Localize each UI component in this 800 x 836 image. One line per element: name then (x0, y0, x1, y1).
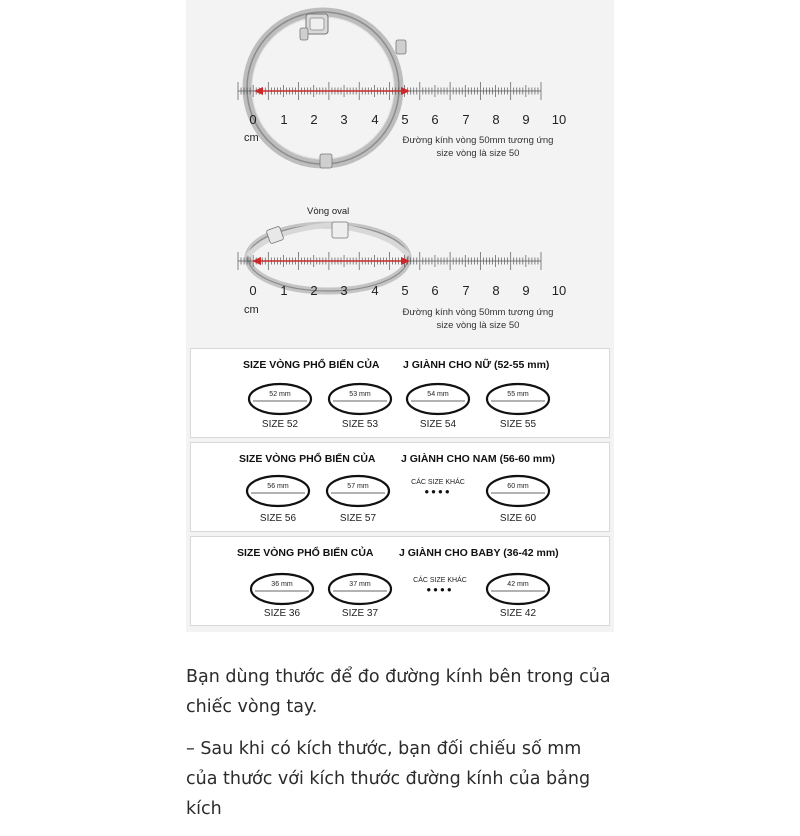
ring-diameter: 55 mm (507, 391, 529, 398)
paragraph: – Sau khi có kích thước, bạn đối chiếu số mm của thước với kích thước đường kính của bảng kích (186, 739, 591, 819)
ruler-tick-label: 5 (401, 112, 409, 127)
ruler-tick-label: 9 (522, 283, 530, 298)
ruler-tick-label: 6 (431, 112, 439, 127)
size-panel-men (190, 442, 610, 532)
ruler-tick-label: 0 (249, 112, 257, 127)
size-panel-baby (190, 536, 610, 626)
ring-diameter: 56 mm (267, 483, 289, 490)
article-text (186, 662, 616, 836)
ruler-unit: cm (244, 304, 259, 316)
ring-size-label: SIZE 54 (419, 419, 457, 430)
ruler-tick-label: 4 (371, 283, 379, 298)
ring-diameter: 36 mm (271, 581, 293, 588)
measure-note-line2: size vòng là size 50 (436, 148, 520, 159)
panel-title-right: J GIÀNH CHO NAM (56-60 mm) (401, 453, 556, 465)
ruler-tick-label: 10 (551, 112, 567, 127)
ring-size-label: SIZE 36 (263, 608, 301, 619)
ring-diameter: 37 mm (349, 581, 371, 588)
other-sizes-label: CÁC SIZE KHÁC (413, 577, 467, 584)
ring-size-52 (247, 381, 313, 417)
measure-note-line1: Đường kính vòng 50mm tương ứng (402, 135, 554, 146)
ring-size-label: SIZE 52 (261, 419, 299, 430)
ruler-tick-label: 3 (340, 112, 348, 127)
ruler-tick-label: 7 (462, 283, 470, 298)
panel-title-left: SIZE VÒNG PHỔ BIẾN CỦA (239, 453, 376, 465)
ruler-tick-label: 8 (492, 283, 500, 298)
ring-size-36 (249, 571, 315, 607)
measure-note-line2: size vòng là size 50 (436, 320, 520, 331)
ring-size-53 (327, 381, 393, 417)
panel-title-right: J GIÀNH CHO BABY (36-42 mm) (399, 547, 559, 559)
bracelet-size-guide-image (186, 0, 614, 632)
ring-size-label: SIZE 56 (259, 513, 297, 524)
ring-size-56 (245, 473, 311, 509)
ring-diameter: 42 mm (507, 581, 529, 588)
ring-diameter: 54 mm (427, 391, 449, 398)
ring-size-37 (327, 571, 393, 607)
ring-size-54 (405, 381, 471, 417)
ruler-tick-label: 8 (492, 112, 500, 127)
ring-size-42 (485, 571, 551, 607)
ring-size-label: SIZE 55 (499, 419, 537, 430)
ring-size-60 (485, 473, 551, 509)
ruler-tick-label: 9 (522, 112, 530, 127)
ring-diameter: 57 mm (347, 483, 369, 490)
oval-bracelet-measure (186, 170, 614, 340)
round-bracelet-measure (186, 0, 614, 170)
ruler-unit: cm (244, 132, 259, 144)
other-sizes-label: CÁC SIZE KHÁC (411, 479, 465, 486)
ruler-tick-label: 7 (462, 112, 470, 127)
ruler-tick-label: 2 (310, 112, 318, 127)
panel-title-left: SIZE VÒNG PHỔ BIẾN CỦA (237, 547, 374, 559)
panel-title-right: J GIÀNH CHO NỮ (52-55 mm) (403, 359, 550, 371)
ruler-tick-label: 2 (310, 283, 318, 298)
ruler-tick-label: 1 (280, 112, 288, 127)
ring-diameter: 53 mm (349, 391, 371, 398)
more-dots-icon: ●●●● (426, 585, 454, 594)
ruler-tick-label: 1 (280, 283, 288, 298)
ruler-tick-label: 4 (371, 112, 379, 127)
ring-size-label: SIZE 37 (341, 608, 379, 619)
ring-size-label: SIZE 42 (499, 608, 537, 619)
ruler-tick-label: 10 (551, 283, 567, 298)
ring-size-57 (325, 473, 391, 509)
ruler-tick-label: 3 (340, 283, 348, 298)
ruler-tick-label: 0 (249, 283, 257, 298)
ring-size-label: SIZE 57 (339, 513, 377, 524)
panel-title-left: SIZE VÒNG PHỔ BIẾN CỦA (243, 359, 380, 371)
ring-size-label: SIZE 60 (499, 513, 537, 524)
ring-size-55 (485, 381, 551, 417)
measure-note-line1: Đường kính vòng 50mm tương ứng (402, 307, 554, 318)
paragraph: Bạn dùng thước để đo đường kính bên trong của chiếc vòng tay. (186, 667, 611, 717)
more-dots-icon: ●●●● (424, 487, 452, 496)
ring-diameter: 60 mm (507, 483, 529, 490)
oval-bracelet-label: Vòng oval (307, 206, 350, 217)
ring-diameter: 52 mm (269, 391, 291, 398)
ring-size-label: SIZE 53 (341, 419, 379, 430)
size-panel-women (190, 348, 610, 438)
ruler-tick-label: 6 (431, 283, 439, 298)
ruler-tick-label: 5 (401, 283, 409, 298)
